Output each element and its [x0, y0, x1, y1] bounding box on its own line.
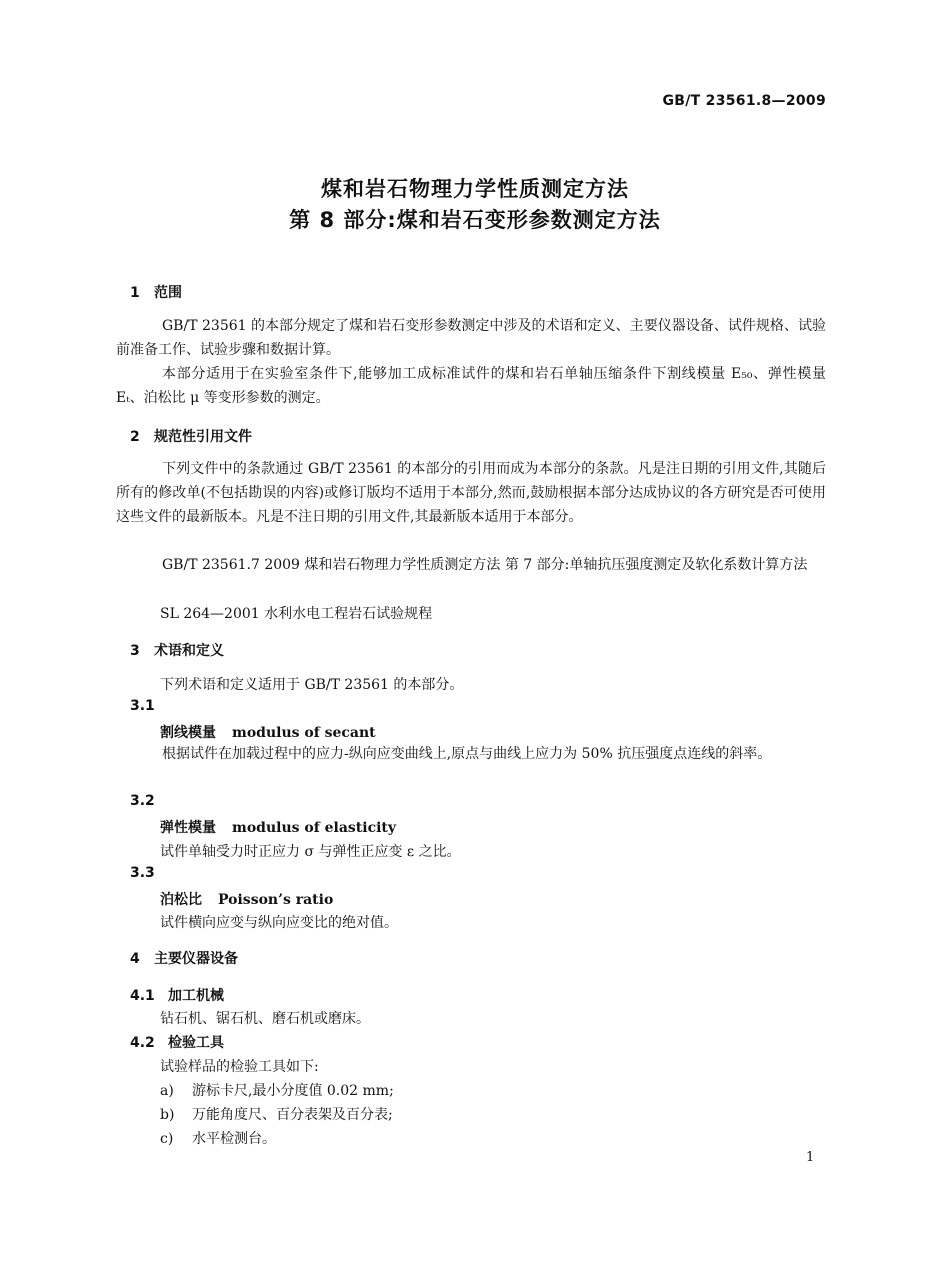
section-title: 范围 — [154, 285, 182, 301]
list-text: 游标卡尺,最小分度值 0.02 mm; — [192, 1083, 394, 1099]
paragraph: GB/T 23561 的本部分规定了煤和岩石变形参数测定中涉及的术语和定义、主要仪器设备、试件规格、试验前准备工作、试验步骤和数据计算。 — [116, 318, 826, 358]
term-definition: 根据试件在加载过程中的应力-纵向应变曲线上,原点与曲线上应力为 50% 抗压强度点连线的斜率。 — [162, 746, 772, 762]
section-heading — [130, 426, 252, 446]
paragraph: 下列术语和定义适用于 GB/T 23561 的本部分。 — [160, 677, 464, 693]
normative-reference: GB/T 23561.7 2009 煤和岩石物理力学性质测定方法 第 7 部分:单轴抗压强度测定及软化系数计算方法 — [162, 557, 808, 573]
list-text: 万能角度尺、百分表架及百分表; — [192, 1107, 393, 1123]
standard-number: GB/T 23561.8—2009 — [662, 93, 826, 109]
term-en: modulus of secant — [232, 725, 376, 741]
list-text: 水平检测台。 — [192, 1131, 276, 1147]
paragraph: 试验样品的检验工具如下: — [160, 1059, 319, 1075]
term-entry — [160, 817, 396, 837]
list-marker: a) — [160, 1083, 174, 1099]
term-entry — [160, 889, 333, 909]
term-definition: 试件单轴受力时正应力 σ 与弹性正应变 ε 之比。 — [160, 844, 461, 860]
list-item — [160, 1080, 394, 1100]
term-zh: 泊松比 — [160, 892, 202, 908]
subsection-heading — [130, 1032, 224, 1052]
normative-reference: SL 264—2001 水利水电工程岩石试验规程 — [160, 606, 433, 622]
document-subtitle: 第 8 部分:煤和岩石变形参数测定方法 — [289, 208, 661, 232]
subsection-title: 检验工具 — [168, 1035, 224, 1051]
section-number: 1 — [130, 285, 140, 301]
section-title: 主要仪器设备 — [154, 951, 238, 967]
subsection-title: 加工机械 — [168, 988, 224, 1004]
subsection-heading — [130, 985, 224, 1005]
section-title: 术语和定义 — [154, 643, 224, 659]
section-heading — [130, 948, 238, 968]
clause-number: 3.1 — [130, 698, 155, 714]
term-zh: 割线模量 — [160, 725, 216, 741]
paragraph: 下列文件中的条款通过 GB/T 23561 的本部分的引用而成为本部分的条款。凡是注日期的引用文件,其随后所有的修改单(不包括勘误的内容)或修订版均不适用于本部分,然而,鼓励根据本部分达成协议的各方研究是否可使用这些文件的最新版本。凡是不注日期的引用文件,其最新版本适用于本部分。 — [116, 461, 826, 525]
section-title: 规范性引用文件 — [154, 429, 252, 445]
clause-number: 3.3 — [130, 865, 155, 881]
section-heading — [130, 640, 224, 660]
document-title: 煤和岩石物理力学性质测定方法 — [321, 177, 629, 201]
term-entry — [160, 722, 376, 742]
section-number: 3 — [130, 643, 140, 659]
section-heading — [130, 282, 182, 302]
list-marker: b) — [160, 1107, 175, 1123]
page-number: 1 — [806, 1150, 815, 1165]
list-item — [160, 1128, 276, 1148]
section-number: 2 — [130, 429, 140, 445]
term-zh: 弹性模量 — [160, 820, 216, 836]
clause-number: 3.2 — [130, 793, 155, 809]
list-item — [160, 1104, 393, 1124]
subsection-number: 4.1 — [130, 988, 155, 1004]
paragraph: 钻石机、锯石机、磨石机或磨床。 — [160, 1011, 370, 1027]
subsection-number: 4.2 — [130, 1035, 155, 1051]
paragraph: 本部分适用于在实验室条件下,能够加工成标准试件的煤和岩石单轴压缩条件下割线模量 E₅₀、弹性模量 Eₜ、泊松比 μ 等变形参数的测定。 — [116, 366, 826, 406]
term-en: Poisson’s ratio — [218, 892, 334, 908]
term-definition: 试件横向应变与纵向应变比的绝对值。 — [160, 915, 398, 931]
section-number: 4 — [130, 951, 140, 967]
list-marker: c) — [160, 1131, 174, 1147]
term-en: modulus of elasticity — [232, 820, 397, 836]
